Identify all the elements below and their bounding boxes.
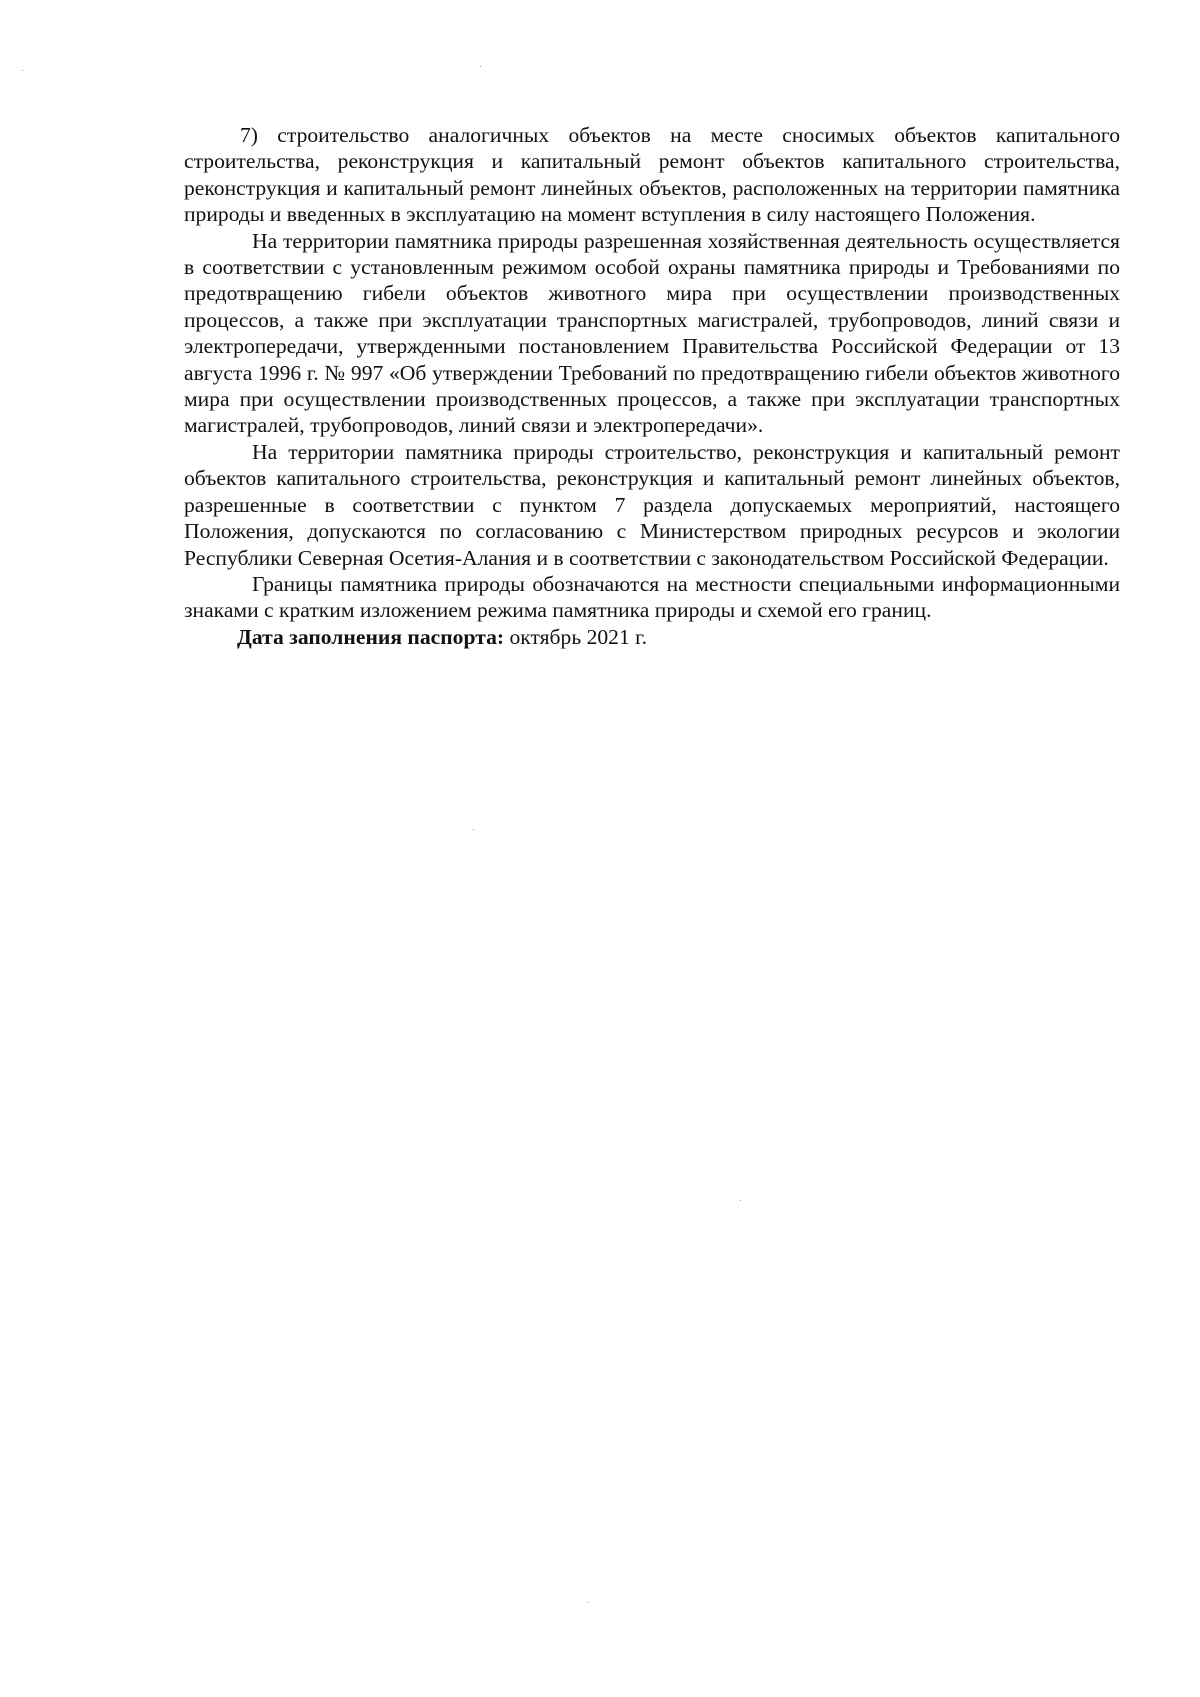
- paragraph-permitted-activity: На территории памятника природы разрешенная хозяйственная деятельность осуществляется в соответствии с установленным режимом особой охраны памятника природы и Требованиями по предотвращению гибели объектов животного мира при осуществлении производственных процессов, а также при эксплуатации транспортных магистралей, трубопроводов, линий связи и электропередачи, утвержденными постановлением Правительства Российской Федерации от 13 августа 1996 г. № 997 «Об утверждении Требований по предотвращению гибели объектов животного мира при осуществлении производственных процессов, а также при эксплуатации транспортных магистралей, трубопроводов, линий связи и электропередачи».: [184, 228, 1120, 438]
- scan-speck: [22, 70, 23, 71]
- scan-speck: [480, 66, 481, 67]
- fill-date-line: [184, 624, 1120, 650]
- paragraph-item-7: 7) строительство аналогичных объектов на месте сносимых объектов капитального строительства, реконструкция и капитальный ремонт объектов капитального строительства, реконструкция и капитальный ремонт линейных объектов, расположенных на территории памятника природы и введенных в эксплуатацию на момент вступления в силу настоящего Положения.: [184, 123, 1120, 227]
- fill-date-label: Дата заполнения паспорта:: [237, 624, 505, 649]
- fill-date-value: октябрь 2021 г.: [504, 624, 647, 649]
- paragraph-boundary-signs: Границы памятника природы обозначаются на местности специальными информационными знаками с кратким изложением режима памятника природы и схемой его границ.: [184, 571, 1120, 623]
- scan-speck: [740, 1200, 741, 1201]
- paragraph-construction-approval: На территории памятника природы строительство, реконструкция и капитальный ремонт объектов капитального строительства, реконструкция и капитальный ремонт линейных объектов, разрешенные в соответствии с пунктом 7 раздела допускаемых мероприятий, настоящего Положения, допускаются по согласованию с Министерством природных ресурсов и экологии Республики Северная Осетия-Алания и в соответствии с законодательством Российской Федерации.: [184, 439, 1120, 570]
- scan-speck: [473, 829, 474, 830]
- scan-speck: [587, 1602, 588, 1603]
- document-body: [184, 122, 1120, 650]
